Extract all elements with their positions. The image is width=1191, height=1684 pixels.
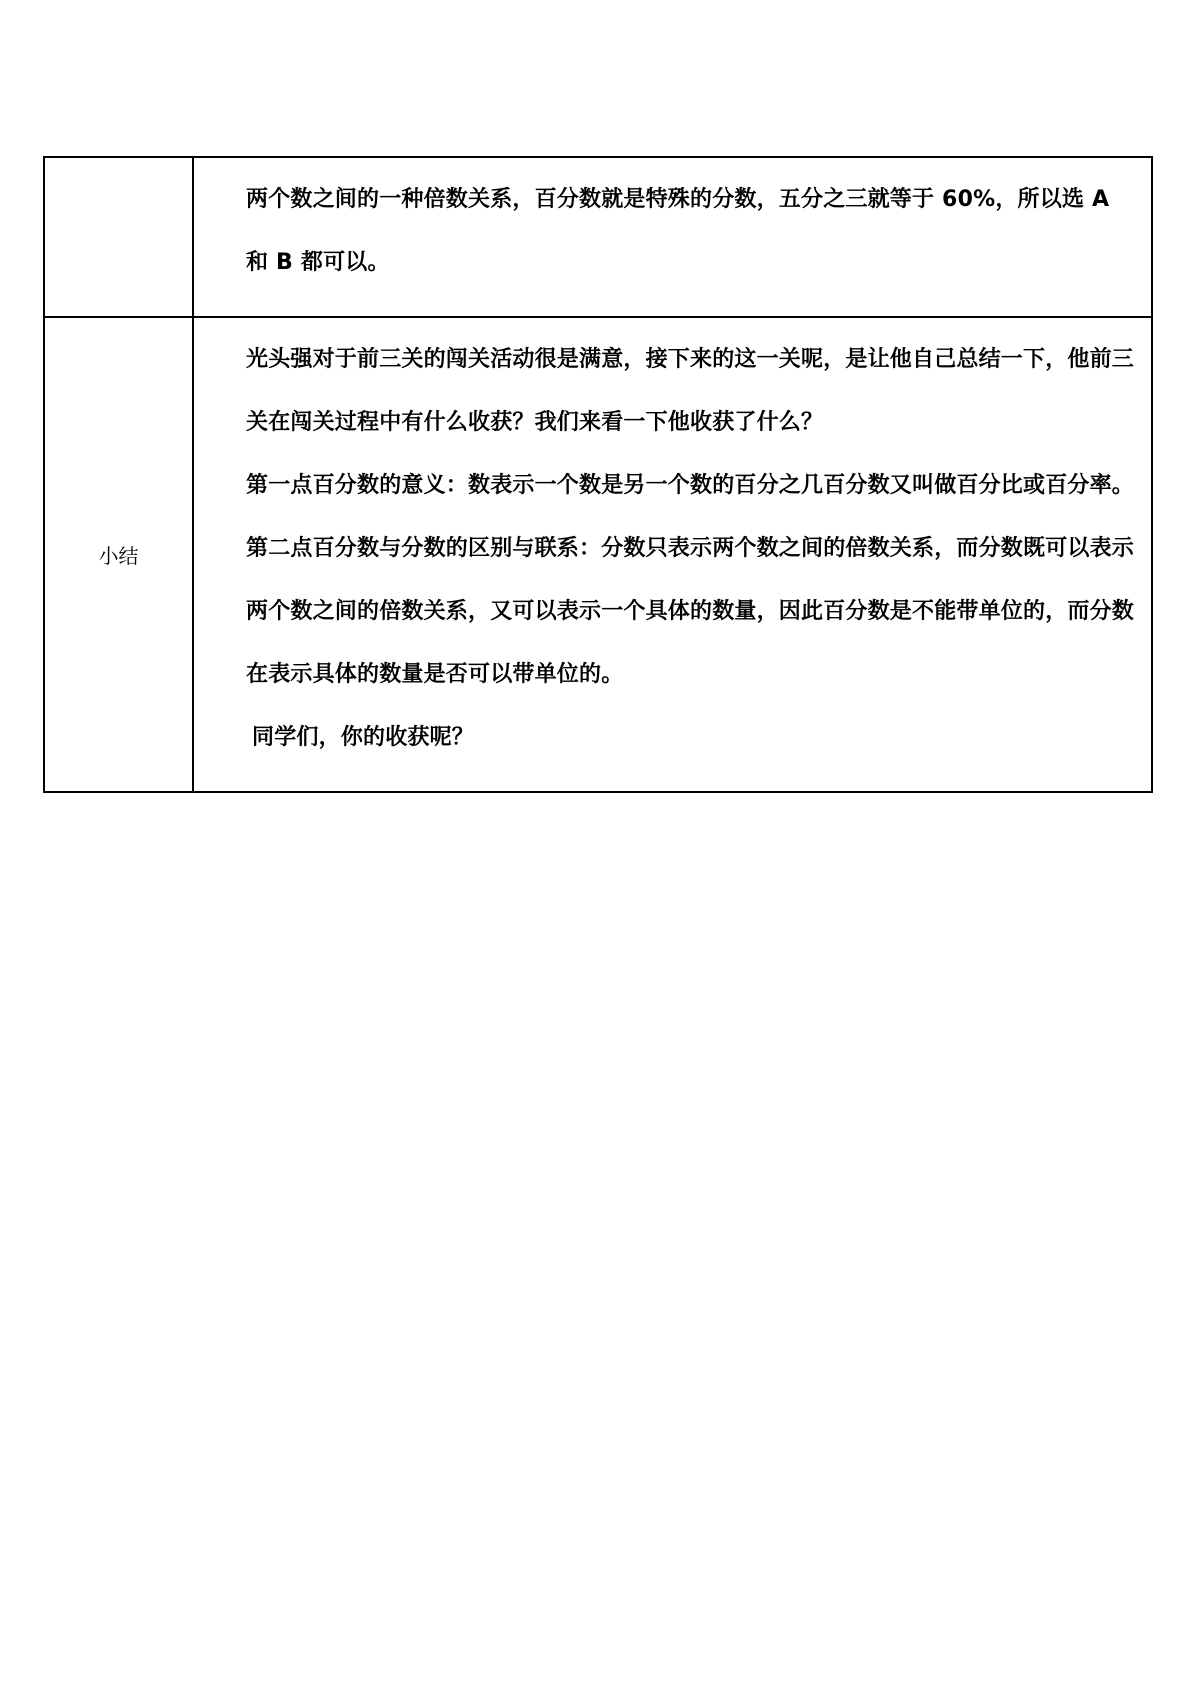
content-paragraph: 同学们，你的收获呢？	[252, 725, 475, 750]
content-paragraph: 两个数之间的一种倍数关系，百分数就是特殊的分数，五分之三就等于 60%，所以选 A 和 B 都可以。	[246, 187, 1110, 275]
content-paragraph: 第一点百分数的意义：数表示一个数是另一个数的百分之几百分数又叫做百分比或百分率。	[246, 473, 1135, 498]
content-paragraph: 第二点百分数与分数的区别与联系：分数只表示两个数之间的倍数关系，而分数既可以表示两个数之间的倍数关系，又可以表示一个具体的数量，因此百分数是不能带单位的，而分数在表示具体的数量是否可以带单位的。	[246, 536, 1135, 687]
lesson-plan-table	[43, 156, 1153, 793]
table-row	[44, 157, 1152, 317]
table-row	[44, 317, 1152, 792]
row-content	[193, 317, 1152, 792]
content-paragraph: 光头强对于前三关的闯关活动很是满意，接下来的这一关呢，是让他自己总结一下，他前三关在闯关过程中有什么收获？我们来看一下他收获了什么？	[246, 347, 1135, 435]
row-content	[193, 157, 1152, 317]
row-label-summary: 小结	[44, 317, 193, 792]
row-label	[44, 157, 193, 317]
